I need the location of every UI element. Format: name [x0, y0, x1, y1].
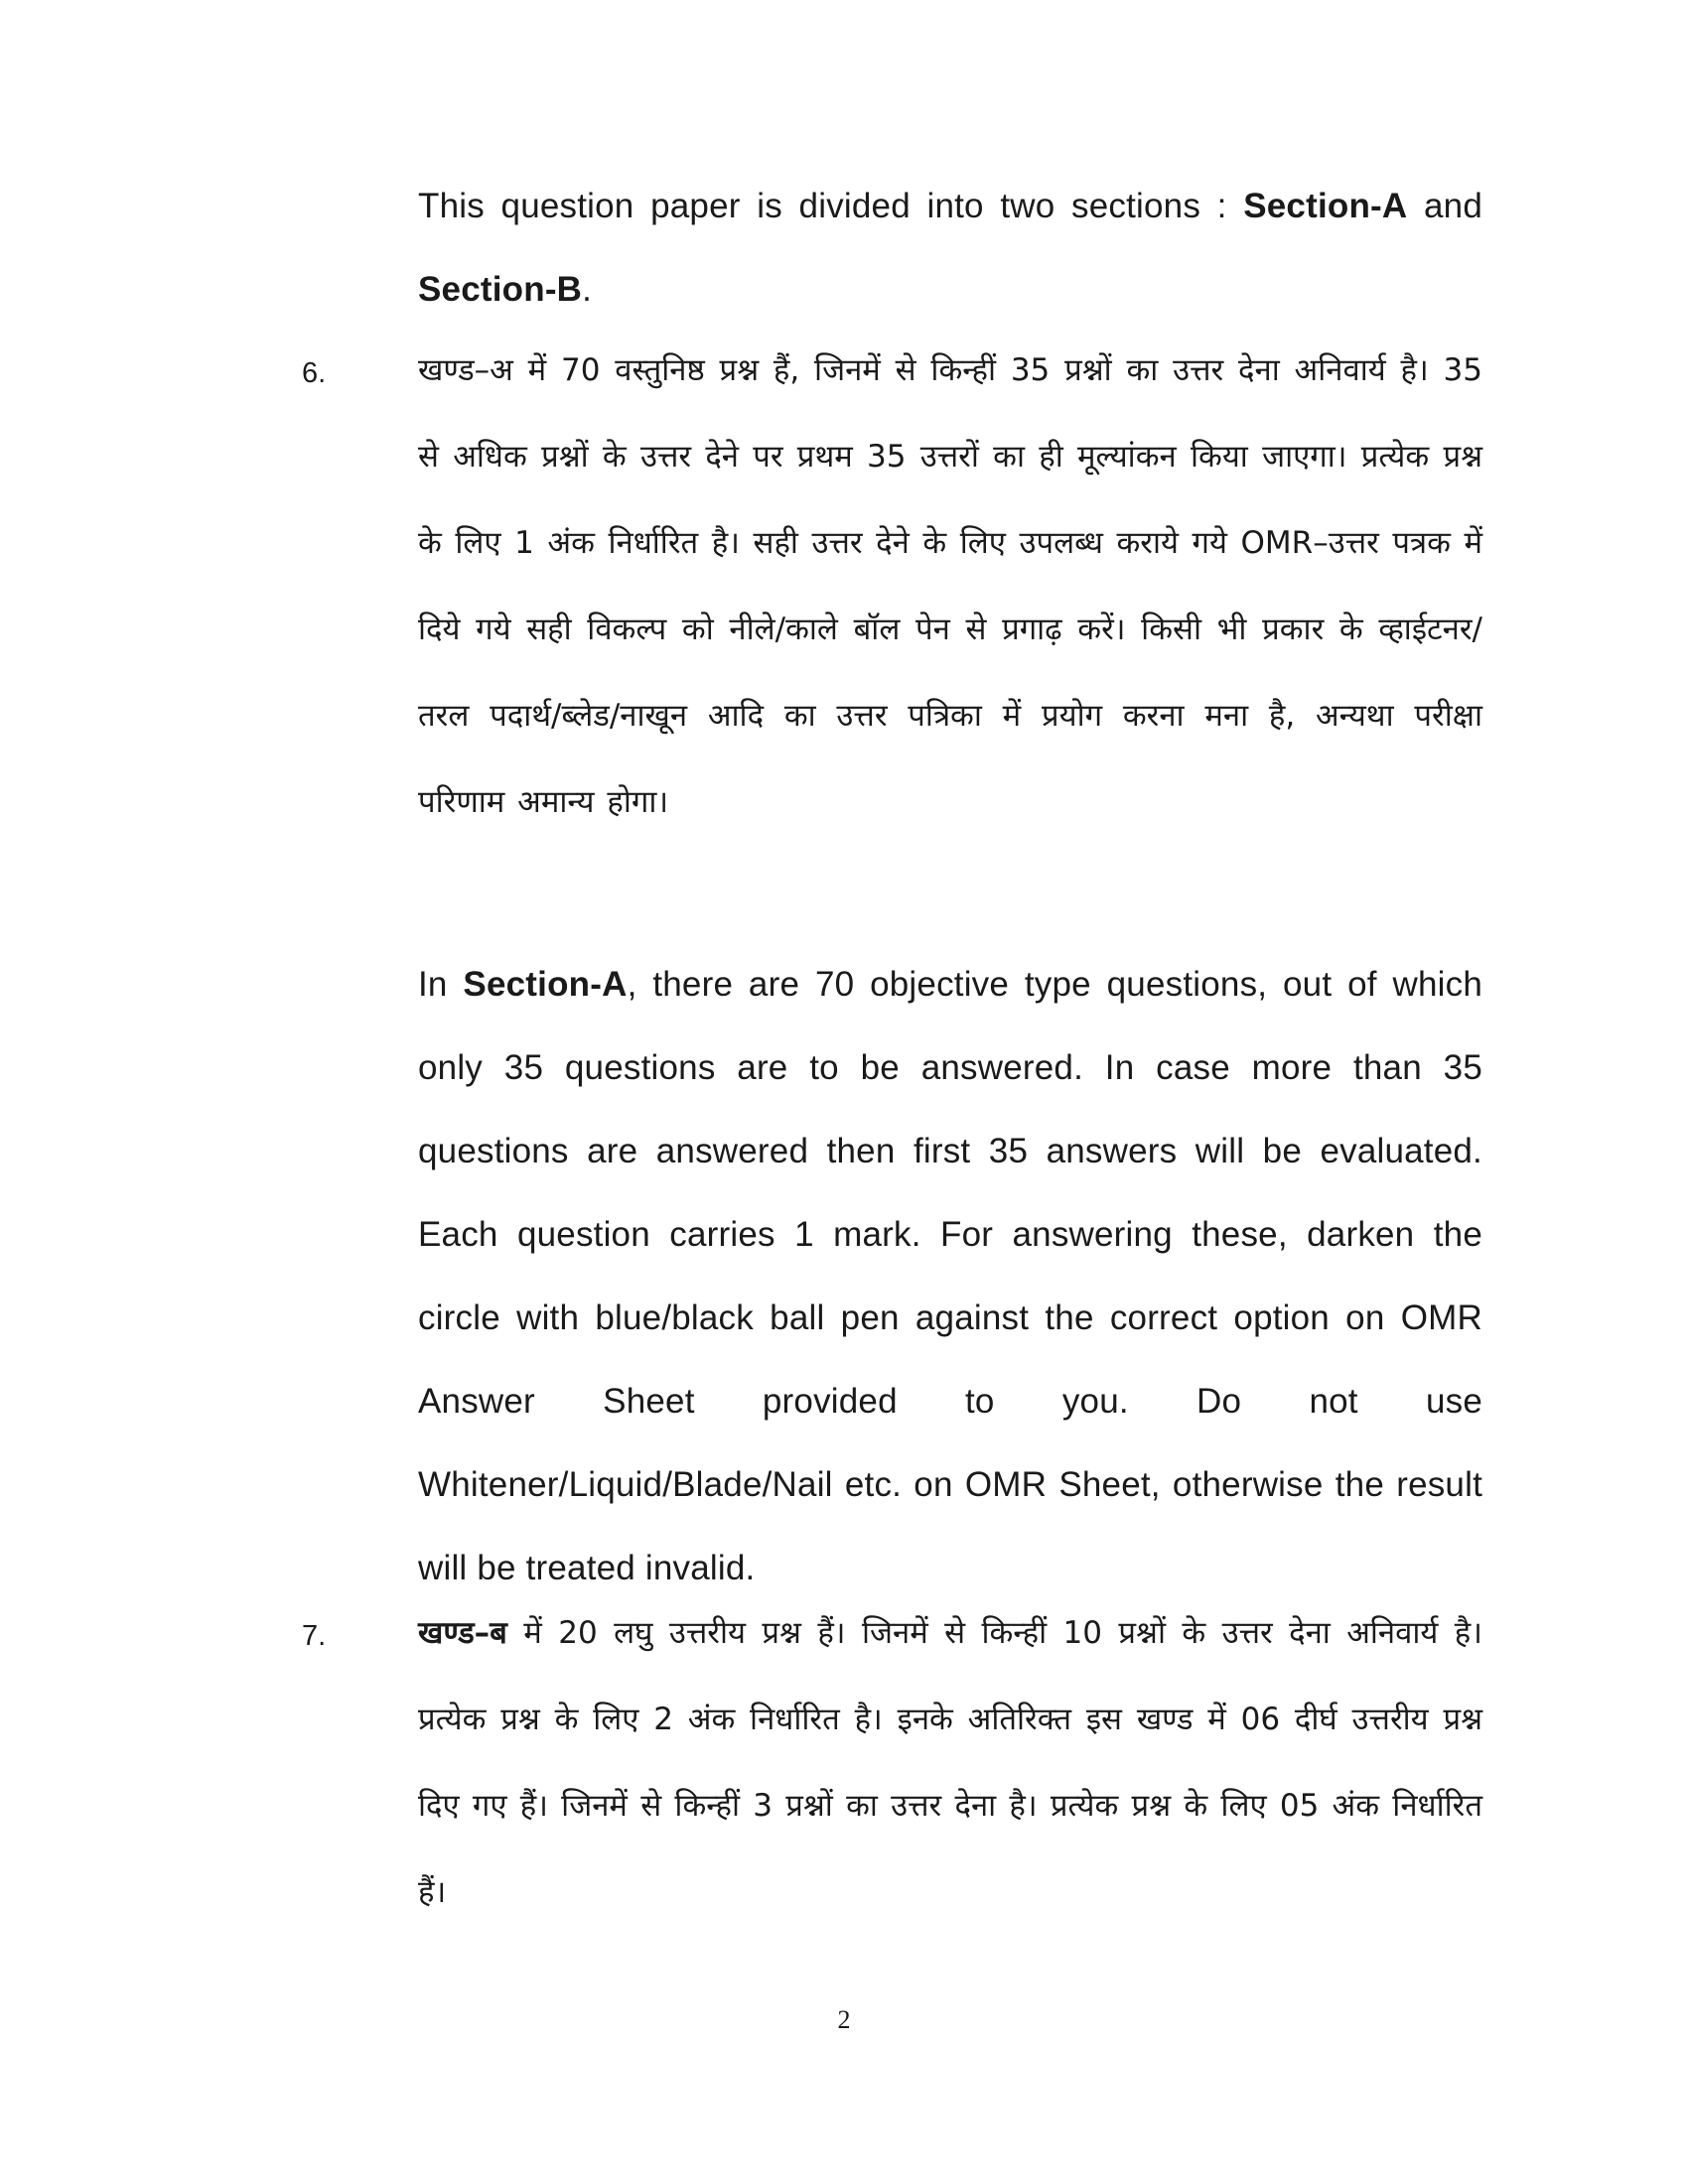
english-text: , there are 70 objective type questions, out of which only 35 questions are to be answered. In case more than 35 questions are answered then first 35 answers will be evaluated. Each question carries 1 mark. For answering these, darken the circle with blue/black ball pen against the correct option on OMR Answer Sheet provided to you. Do not use Whitener/Liquid/Blade/Nail etc. on OMR Sheet, otherwise the result will be treated invalid. [418, 965, 1482, 1587]
intro-text: This question paper is divided into two sections : [418, 187, 1244, 225]
hindi-text: में 20 लघु उत्तरीय प्रश्न हैं। जिनमें से किन्हीं 10 प्रश्नों के उत्तर देना अनिवार्य है। प्रत्येक प्रश्न के लिए 2 अंक निर्धारित है। इनके अतिरिक्त इस खण्ड में 06 दीर्घ उत्तरीय प्रश्न दिए गए हैं। जिनमें से किन्हीं 3 प्रश्नों का उत्तर देना है। प्रत्येक प्रश्न के लिए 05 अंक निर्धारित हैं। [418, 1615, 1482, 1910]
section-a-label: Section-A [1243, 187, 1408, 225]
section-b-label: Section-B [418, 270, 583, 309]
item-6-hindi-paragraph: खण्ड–अ में 70 वस्तुनिष्ठ प्रश्न हैं, जिनमें से किन्हीं 35 प्रश्नों का उत्तर देना अनिवार्य है। 35 से अधिक प्रश्नों के उत्तर देने पर प्रथम 35 उत्तरों का ही मूल्यांकन किया जाएगा। प्रत्येक प्रश्न के लिए 1 अंक निर्धारित है। सही उत्तर देने के लिए उपलब्ध कराये गये OMR–उत्तर पत्रक में दिये गये सही विकल्प को नीले/काले बॉल पेन से प्रगाढ़ करें। किसी भी प्रकार के व्हाईटनर/तरल पदार्थ/ब्लेड/नाखून आदि का उत्तर पत्रिका में प्रयोग करना मना है, अन्यथा परीक्षा परिणाम अमान्य होगा। [418, 352, 1482, 820]
item-6-english-paragraph [418, 943, 1482, 1610]
intro-text: . [582, 270, 593, 309]
page-number: 2 [837, 2005, 851, 2034]
intro-paragraph [418, 165, 1482, 332]
section-b-hindi-label: खण्ड–ब [418, 1615, 507, 1651]
item-7-hindi-paragraph [418, 1590, 1482, 1936]
item-number-7: 7. [302, 1620, 327, 1652]
intro-text: and [1407, 187, 1482, 225]
item-number-6: 6. [302, 357, 327, 389]
section-a-label: Section-A [463, 965, 628, 1004]
english-text: In [418, 965, 464, 1004]
